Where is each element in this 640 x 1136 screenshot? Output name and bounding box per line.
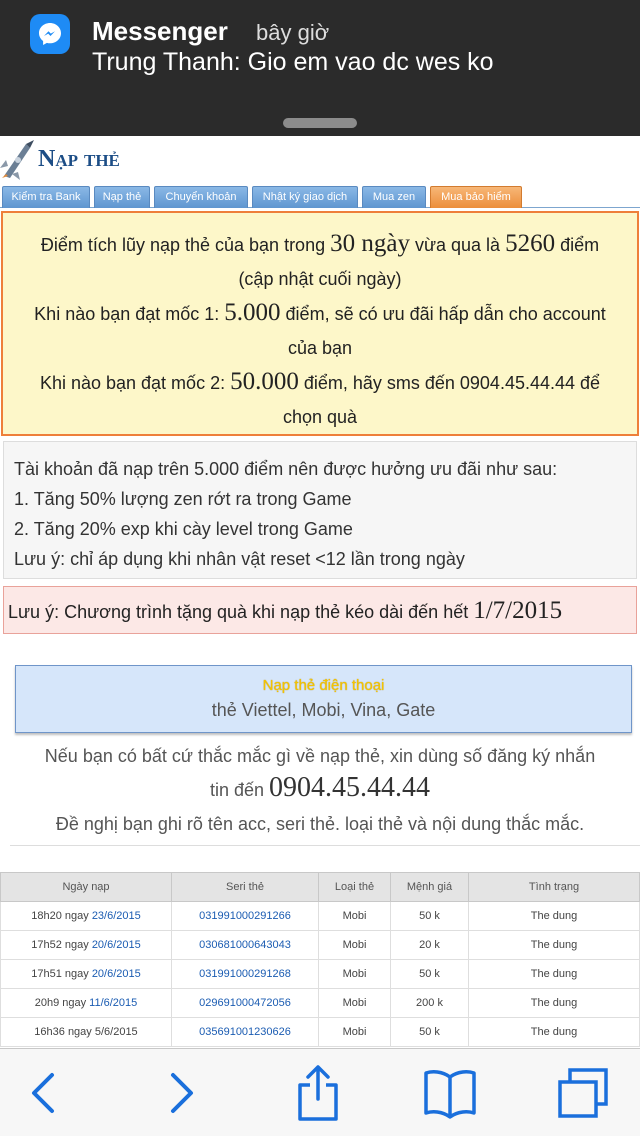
notification-handle[interactable]	[283, 118, 357, 128]
serial-link[interactable]: 031991000291268	[172, 960, 319, 989]
date-link[interactable]: 23/6/2015	[91, 910, 141, 922]
page-title: Nạp thẻ	[38, 146, 120, 172]
share-button[interactable]	[278, 1049, 358, 1136]
serial-link[interactable]: 031991000291266	[172, 902, 319, 931]
col-type: Loại thẻ	[319, 873, 391, 902]
divider	[10, 845, 640, 846]
phone-card-topup-box[interactable]	[15, 665, 632, 733]
tabs-button[interactable]	[543, 1049, 623, 1136]
tab-top-up[interactable]: Nạp thẻ	[94, 186, 150, 208]
milestone-1: Khi nào bạn đạt mốc 1: 5.000 điểm, sẽ có ưu đãi hấp dẫn cho account	[34, 299, 606, 326]
notification-app-name: Messenger	[92, 16, 228, 46]
back-button[interactable]	[3, 1049, 83, 1136]
promotion-note: Lưu ý: Chương trình tặng quà khi nạp thẻ kéo dài đến hết 1/7/2015	[3, 586, 637, 634]
notification-time: bây giờ	[256, 20, 330, 45]
benefit-line: Lưu ý: chỉ áp dụng khi nhân vật reset <12 lần trong ngày	[14, 549, 465, 569]
benefit-line: Tài khoản đã nạp trên 5.000 điểm nên được hưởng ưu đãi như sau:	[14, 459, 558, 479]
score-value: 5260	[505, 230, 556, 257]
benefit-line: 2. Tăng 20% exp khi cày level trong Game	[14, 519, 353, 539]
tab-transaction-log[interactable]: Nhật ký giao dịch	[252, 186, 358, 208]
milestone-2-value: 50.000	[230, 368, 299, 395]
tab-buy-insurance[interactable]: Mua bảo hiểm	[430, 186, 522, 208]
table-row: 18h20 ngay 23/6/2015 031991000291266 Mobi 50 k The dung	[1, 902, 640, 931]
share-icon	[296, 1063, 340, 1123]
col-date: Ngày nạp	[1, 873, 172, 902]
tab-buy-zen[interactable]: Mua zen	[362, 186, 426, 208]
chevron-right-icon	[167, 1071, 197, 1115]
serial-link[interactable]: 035691001230626	[172, 1018, 319, 1047]
date-link[interactable]: 20/6/2015	[91, 939, 141, 951]
spaceship-logo-icon	[0, 138, 36, 180]
topup-history-table	[0, 872, 640, 1047]
days-value: 30 ngày	[330, 230, 410, 257]
update-note: (cập nhật cuối ngày)	[238, 269, 402, 289]
book-icon	[422, 1067, 478, 1119]
benefit-line: 1. Tăng 50% lượng zen rớt ra trong Game	[14, 489, 352, 509]
milestone-2: Khi nào bạn đạt mốc 2: 50.000 điểm, hãy sms đến 0904.45.44.44 để	[39, 368, 601, 395]
browser-toolbar	[0, 1048, 640, 1136]
card-topup-subtitle: thẻ Viettel, Mobi, Vina, Gate	[211, 700, 436, 720]
benefits-box	[3, 441, 637, 579]
serial-link[interactable]: 029691000472056	[172, 989, 319, 1018]
bookmarks-button[interactable]	[410, 1049, 490, 1136]
table-row: 16h36 ngay 5/6/2015 035691001230626 Mobi 50 k The dung	[1, 1018, 640, 1047]
table-row: 17h52 ngay 20/6/2015 030681000643043 Mobi 20 k The dung	[1, 931, 640, 960]
milestone-1-line2: của bạn	[287, 338, 353, 358]
points-line: Điểm tích lũy nạp thẻ của bạn trong 30 ngày vừa qua là 5260 điểm	[40, 230, 600, 257]
forward-button[interactable]	[142, 1049, 222, 1136]
page-header	[0, 136, 640, 186]
notification-banner[interactable]	[0, 0, 640, 136]
milestone-1-value: 5.000	[224, 299, 281, 326]
points-summary-box	[1, 211, 639, 436]
date-link[interactable]: 20/6/2015	[91, 968, 141, 980]
support-phone: 0904.45.44.44	[269, 772, 431, 803]
card-topup-title[interactable]: Nạp thẻ điện thoại	[262, 677, 385, 694]
tab-bank-check[interactable]: Kiểm tra Bank	[2, 186, 90, 208]
tab-bar	[0, 186, 640, 208]
table-row: 17h51 ngay 20/6/2015 031991000291268 Mobi 50 k The dung	[1, 960, 640, 989]
tab-transfer[interactable]: Chuyển khoản	[154, 186, 248, 208]
date-text: 5/6/2015	[94, 1026, 138, 1038]
contact-info: Nếu bạn có bất cứ thắc mắc gì về nạp thẻ, xin dùng số đăng ký nhắn tin đến 0904.45.44.44	[44, 746, 596, 803]
col-serial: Seri thẻ	[172, 873, 319, 902]
col-amount: Mệnh giá	[391, 873, 469, 902]
contact-note: Đề nghị bạn ghi rõ tên acc, seri thẻ. loại thẻ và nội dung thắc mắc.	[55, 814, 585, 834]
notification-message: Trung Thanh: Gio em vao dc wes ko	[92, 48, 494, 76]
table-row: 20h9 ngay 11/6/2015 029691000472056 Mobi 200 k The dung	[1, 989, 640, 1018]
date-link[interactable]: 11/6/2015	[89, 997, 138, 1009]
promotion-end-date: 1/7/2015	[473, 597, 563, 624]
serial-link[interactable]: 030681000643043	[172, 931, 319, 960]
messenger-icon	[30, 14, 70, 54]
chevron-left-icon	[28, 1071, 58, 1115]
milestone-2-line2: chọn quà	[282, 407, 358, 427]
tabs-icon	[556, 1066, 610, 1120]
col-status: Tình trạng	[469, 873, 640, 902]
